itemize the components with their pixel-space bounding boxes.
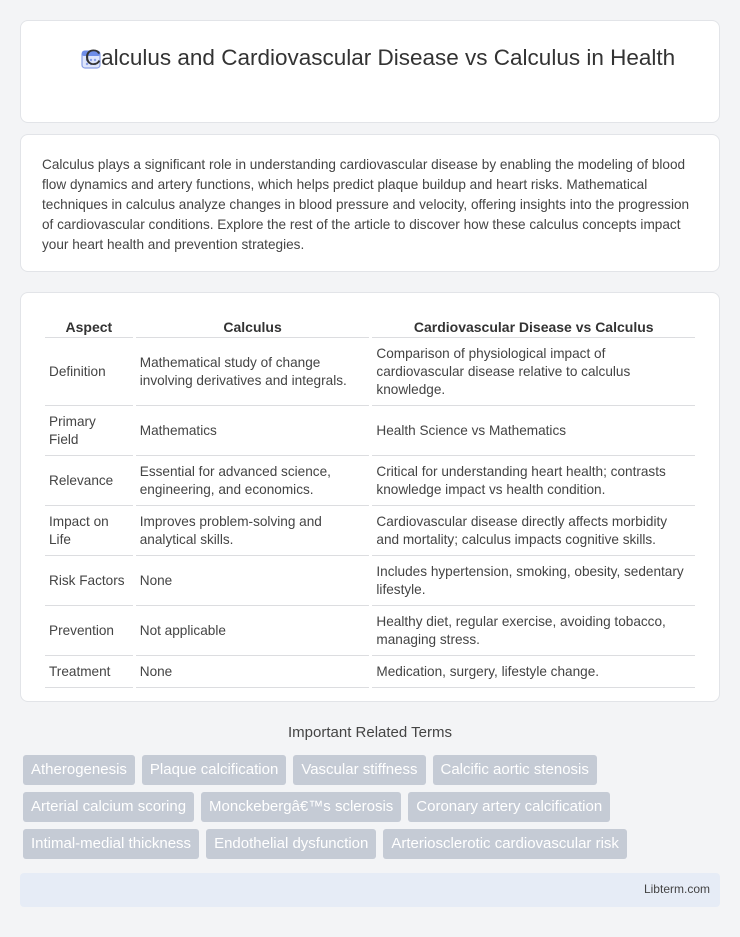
comparison-table	[42, 315, 698, 688]
column-header: Cardiovascular Disease vs Calculus	[372, 315, 695, 338]
related-term-tag[interactable]: Arterial calcium scoring	[23, 792, 194, 822]
table-row	[45, 338, 695, 406]
column-header: Calculus	[136, 315, 370, 338]
related-term-tag[interactable]: Plaque calcification	[142, 755, 286, 785]
related-term-tag[interactable]: Intimal-medial thickness	[23, 829, 199, 859]
table-cell: None	[136, 556, 370, 606]
footer	[20, 873, 720, 907]
comparison-table-card	[20, 292, 720, 702]
intro-card	[20, 134, 720, 272]
table-cell: Healthy diet, regular exercise, avoiding tobacco, managing stress.	[372, 606, 695, 656]
table-cell: Medication, surgery, lifestyle change.	[372, 656, 695, 688]
table-row	[45, 456, 695, 506]
table-cell: Treatment	[45, 656, 133, 688]
table-cell: Primary Field	[45, 406, 133, 456]
table-row	[45, 556, 695, 606]
table-cell: Cardiovascular disease directly affects morbidity and mortality; calculus impacts cognitive skills.	[372, 506, 695, 556]
table-cell: None	[136, 656, 370, 688]
table-header-row	[45, 315, 695, 338]
table-cell: Mathematics	[136, 406, 370, 456]
table-cell: Includes hypertension, smoking, obesity, sedentary lifestyle.	[372, 556, 695, 606]
related-term-tag[interactable]: Coronary artery calcification	[408, 792, 610, 822]
table-cell: Relevance	[45, 456, 133, 506]
table-row	[45, 406, 695, 456]
table-row	[45, 506, 695, 556]
table-cell: Improves problem-solving and analytical skills.	[136, 506, 370, 556]
footer-brand-link[interactable]: Libterm.com	[643, 882, 710, 896]
page-title: Calculus and Cardiovascular Disease vs Calculus in Health	[84, 45, 676, 70]
table-cell: Prevention	[45, 606, 133, 656]
related-term-tag[interactable]: Arteriosclerotic cardiovascular risk	[383, 829, 627, 859]
related-term-tag[interactable]: Monckebergâ€™s sclerosis	[201, 792, 401, 822]
table-row	[45, 606, 695, 656]
table-cell: Definition	[45, 338, 133, 406]
table-row	[45, 656, 695, 688]
header-card	[20, 20, 720, 123]
table-cell: Mathematical study of change involving derivatives and integrals.	[136, 338, 370, 406]
table-cell: Essential for advanced science, engineering, and economics.	[136, 456, 370, 506]
related-term-tag[interactable]: Atherogenesis	[23, 755, 135, 785]
column-header: Aspect	[45, 315, 133, 338]
related-terms-heading: Important Related Terms	[288, 724, 452, 741]
table-cell: Critical for understanding heart health; contrasts knowledge impact vs health condition.	[372, 456, 695, 506]
related-term-tag[interactable]: Vascular stiffness	[293, 755, 425, 785]
related-term-tag[interactable]: Endothelial dysfunction	[206, 829, 376, 859]
table-cell: Impact on Life	[45, 506, 133, 556]
intro-paragraph: Calculus plays a significant role in understanding cardiovascular disease by enabling the modeling of blood flow dynamics and artery functions, which helps predict plaque buildup and heart risks. Mathematical techniques in calculus analyze changes in blood pressure and velocity, offering insights into the progression of cardiovascular conditions. Explore the rest of the article to discover how these calculus concepts impact your heart health and prevention strategies.	[42, 157, 690, 252]
table-cell: Risk Factors	[45, 556, 133, 606]
related-term-tag[interactable]: Calcific aortic stenosis	[433, 755, 597, 785]
related-terms-list	[23, 755, 723, 866]
table-cell: Comparison of physiological impact of cardiovascular disease relative to calculus knowledge.	[372, 338, 695, 406]
table-cell: Not applicable	[136, 606, 370, 656]
table-cell: Health Science vs Mathematics	[372, 406, 695, 456]
